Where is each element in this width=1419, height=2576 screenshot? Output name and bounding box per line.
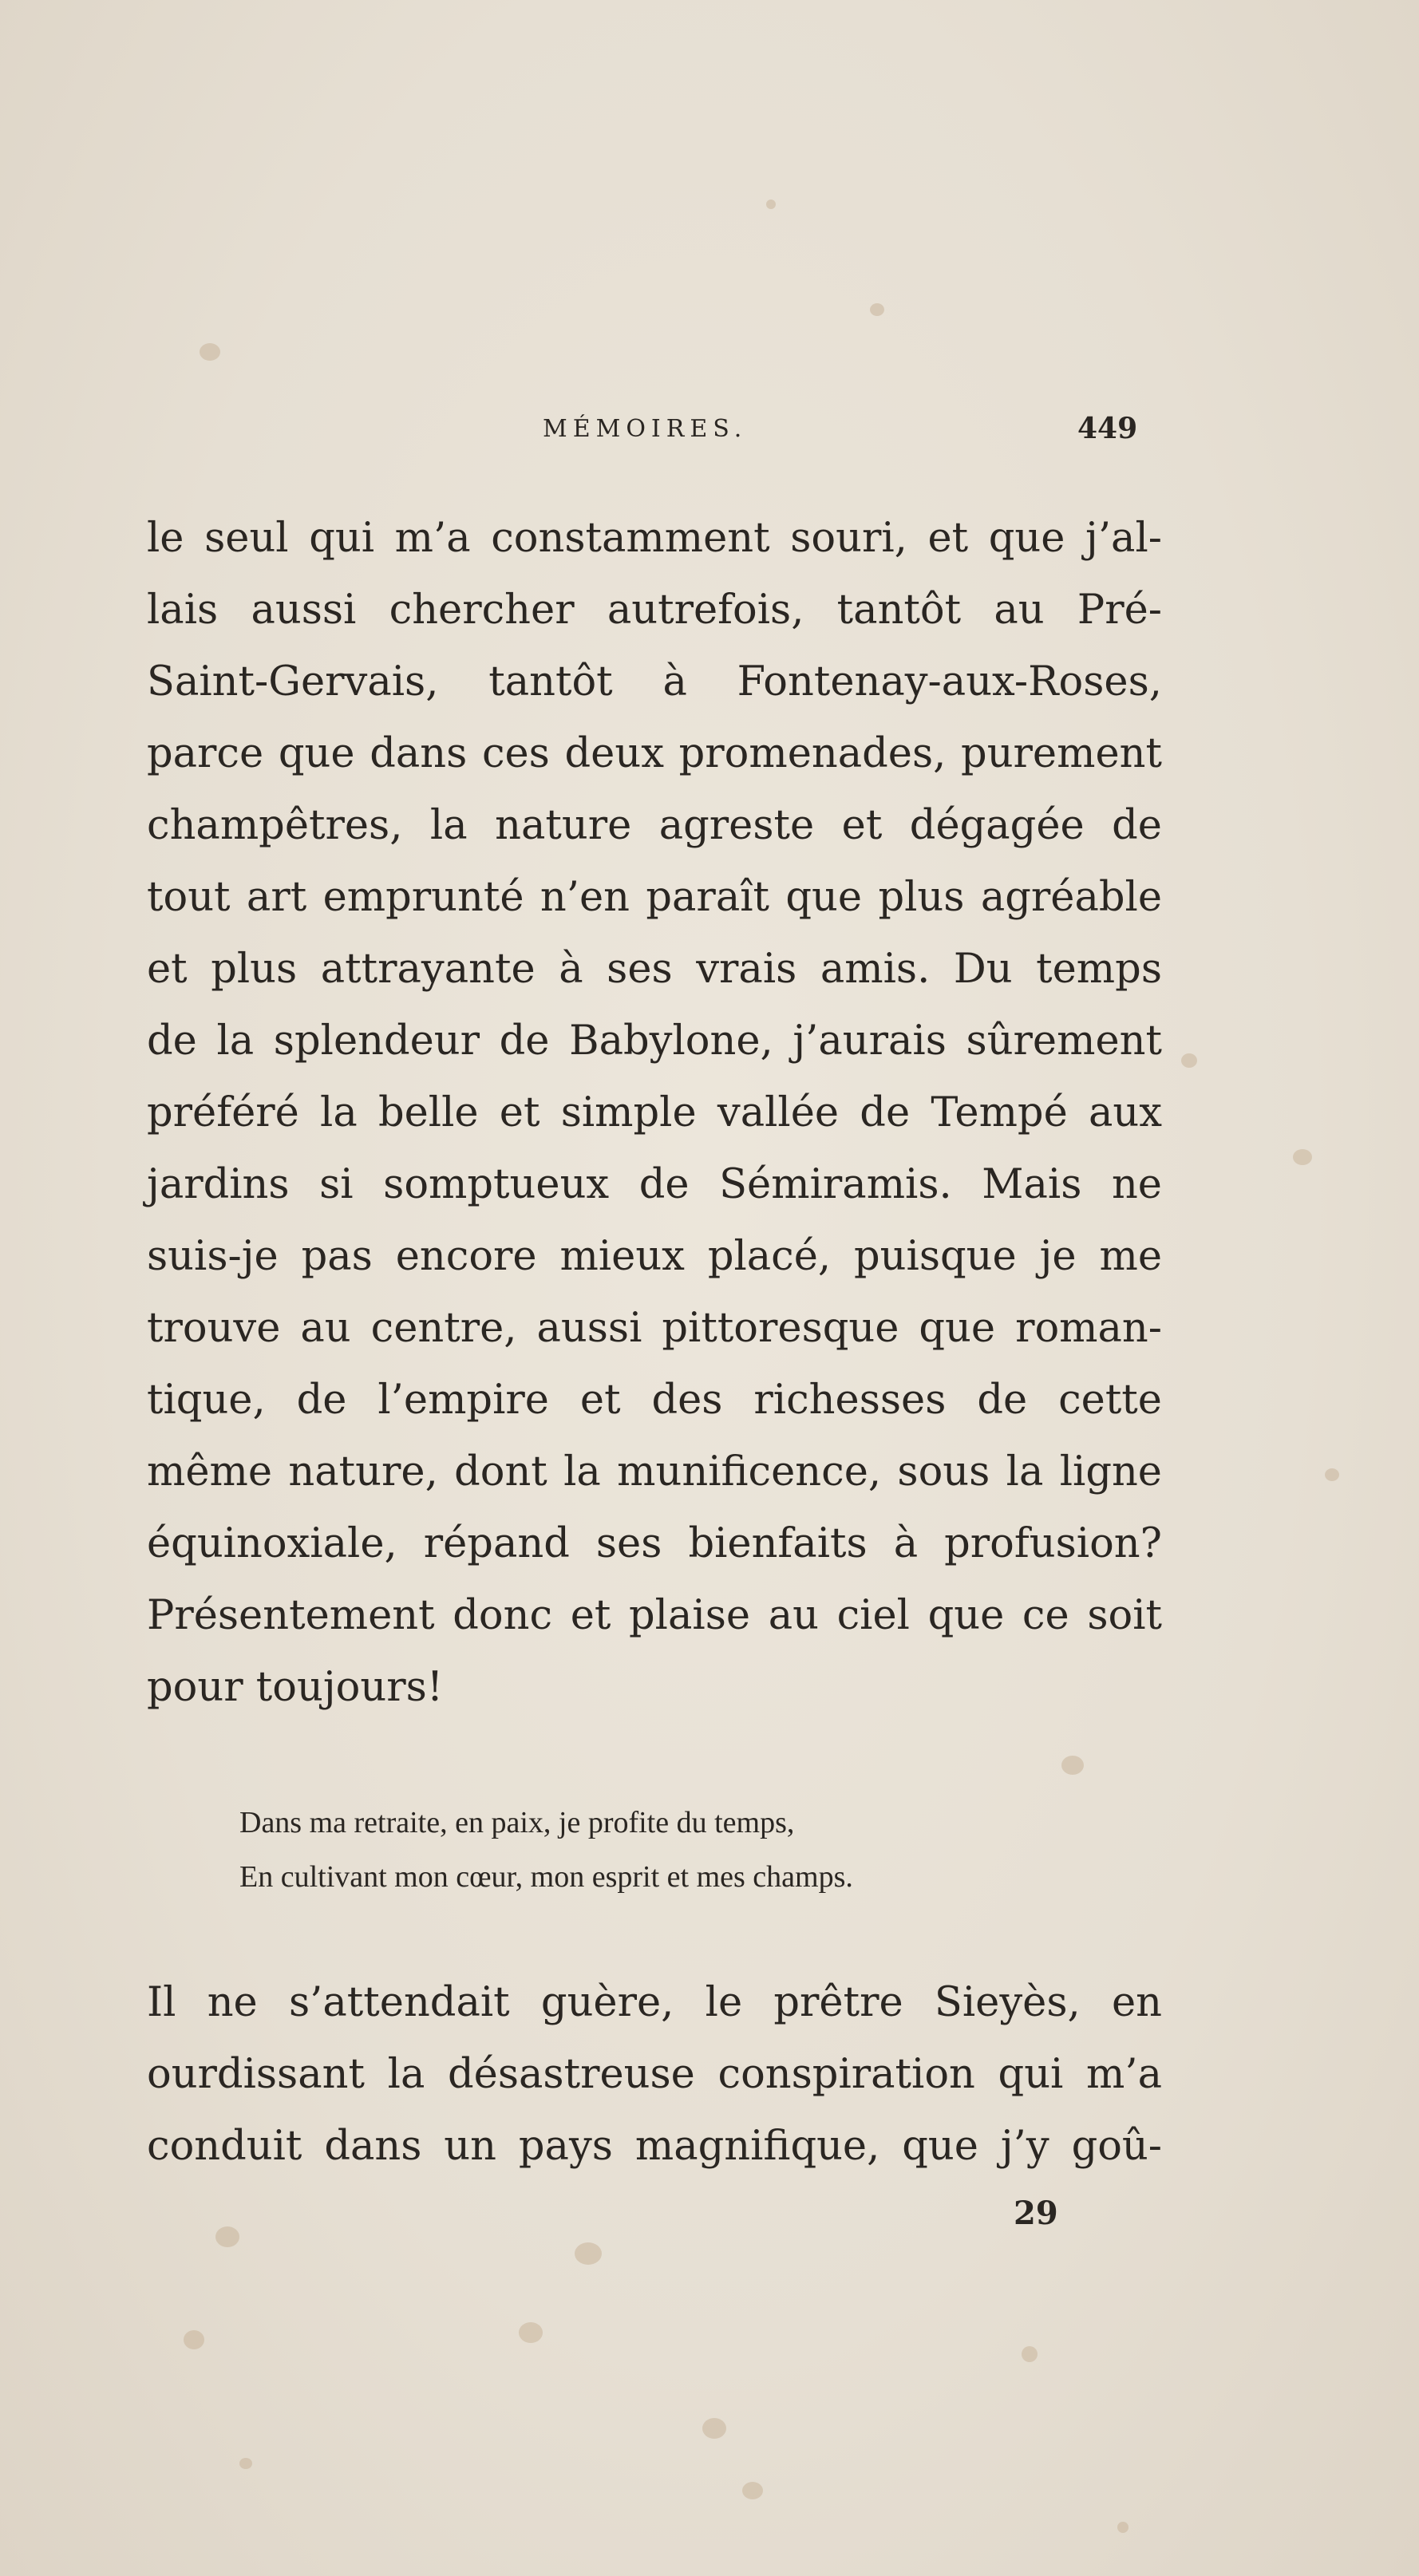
text-line: de la splendeur de Babylone, j’aurais sûrement (147, 1017, 1162, 1065)
foxing-spot (702, 2418, 726, 2439)
text-line: Saint-Gervais, tantôt à Fontenay-aux-Roses, (147, 658, 1162, 705)
text-line: pour toujours! (147, 1664, 444, 1711)
foxing-spot (1181, 1053, 1197, 1068)
foxing-spot (1022, 2346, 1038, 2362)
foxing-spot (215, 2226, 239, 2247)
text-line: jardins si somptueux de Sémiramis. Mais ne (147, 1161, 1162, 1208)
text-line: conduit dans un pays magnifique, que j’y goû- (147, 2123, 1162, 2170)
verse-line: En cultivant mon cœur, mon esprit et mes champs. (239, 1860, 853, 1894)
foxing-spot (766, 200, 776, 209)
page-number: 449 (1077, 412, 1138, 445)
text-line: même nature, dont la munificence, sous la ligne (147, 1448, 1162, 1495)
running-title: MÉMOIRES. (543, 415, 748, 443)
text-line: équinoxiale, répand ses bienfaits à profusion? (147, 1520, 1162, 1567)
text-line: et plus attrayante à ses vrais amis. Du temps (147, 946, 1162, 993)
text-line: champêtres, la nature agreste et dégagée de (147, 802, 1162, 849)
foxing-spot (742, 2482, 763, 2499)
text-line: parce que dans ces deux promenades, purement (147, 730, 1162, 777)
foxing-spot (1325, 1468, 1339, 1481)
foxing-spot (200, 343, 220, 361)
text-line: suis-je pas encore mieux placé, puisque je me (147, 1233, 1162, 1280)
signature-mark: 29 (1014, 2195, 1058, 2232)
foxing-spot (1117, 2522, 1128, 2533)
foxing-spot (184, 2330, 204, 2349)
text-line: ourdissant la désastreuse conspiration qui m’a (147, 2051, 1162, 2098)
text-line: préféré la belle et simple vallée de Tempé aux (147, 1089, 1162, 1136)
foxing-spot (239, 2458, 252, 2469)
text-line: le seul qui m’a constamment souri, et que j’al- (147, 515, 1162, 562)
running-header (0, 412, 1419, 463)
text-line: Il ne s’attendait guère, le prêtre Sieyès, en (147, 1979, 1162, 2026)
text-line: tout art emprunté n’en paraît que plus agréable (147, 874, 1162, 921)
verse-line: Dans ma retraite, en paix, je profite du temps, (239, 1806, 795, 1839)
text-line: Présentement donc et plaise au ciel que ce soit (147, 1592, 1162, 1639)
foxing-spot (1061, 1756, 1084, 1775)
foxing-spot (575, 2242, 602, 2265)
foxing-spot (870, 303, 884, 316)
text-line: tique, de l’empire et des richesses de cette (147, 1377, 1162, 1424)
foxing-spot (519, 2322, 543, 2343)
text-line: lais aussi chercher autrefois, tantôt au Pré- (147, 587, 1162, 634)
paragraph-2 (147, 1967, 1162, 2183)
foxing-spot (1293, 1149, 1312, 1165)
verse-quotation (239, 1796, 1117, 1904)
text-line: trouve au centre, aussi pittoresque que roman- (147, 1305, 1162, 1352)
paragraph-1 (147, 503, 1162, 1724)
